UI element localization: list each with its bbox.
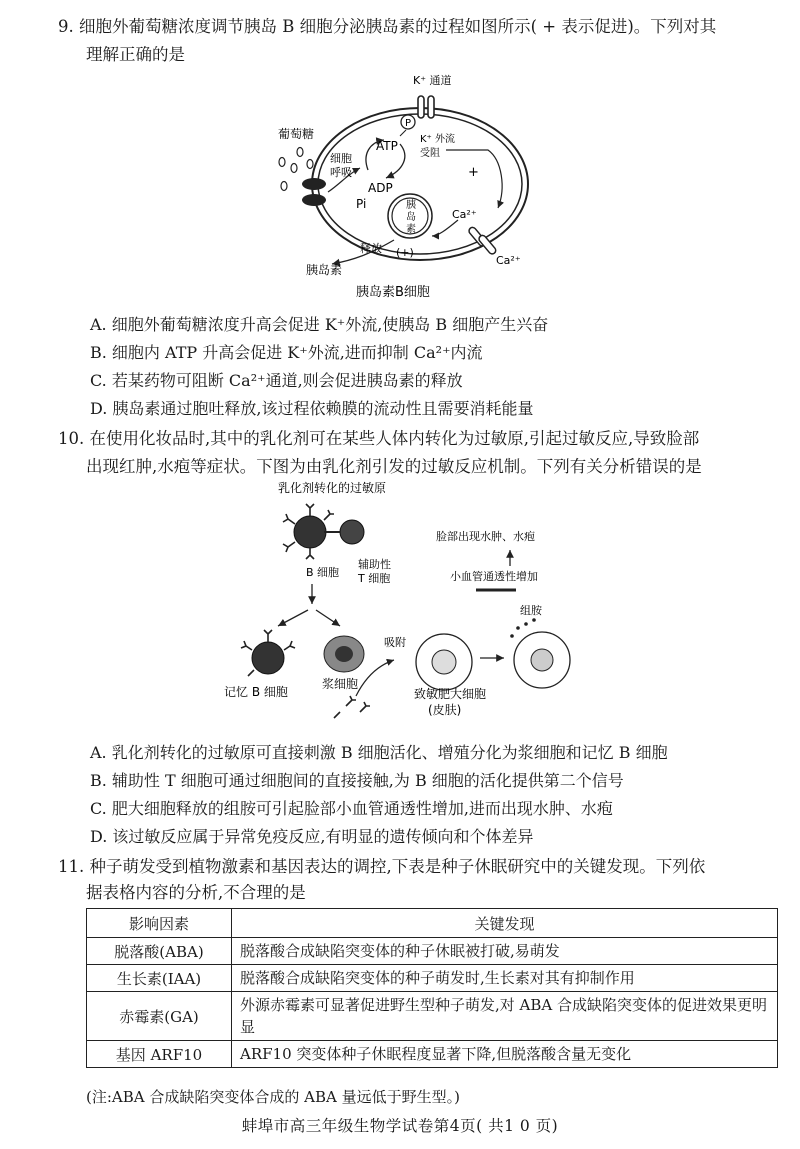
helper-t-label-1: 辅助性 — [358, 558, 391, 571]
respiration-label-1: 细胞 — [330, 152, 352, 165]
respiration-label-2: 呼吸 — [330, 166, 352, 179]
q9-number: 9. — [58, 17, 74, 36]
q9-option-b[interactable]: B. 细胞内 ATP 升高会促进 K⁺外流,进而抑制 Ca²⁺内流 — [90, 343, 483, 362]
q10-option-a[interactable]: A. 乳化剂转化的过敏原可直接刺激 B 细胞活化、增殖分化为浆细胞和记忆 B 细胞 — [90, 743, 668, 762]
pi-label: Pi — [356, 197, 367, 211]
q10-stem-line2: 出现红肿,水疱等症状。下图为由乳化剂引发的过敏反应机制。下列有关分析错误的是 — [86, 457, 702, 476]
q11-note: (注:ABA 合成缺陷突变体合成的 ABA 量远低于野生型。) — [86, 1088, 460, 1106]
memory-b-label: 记忆 B 细胞 — [224, 685, 288, 699]
q9-option-c[interactable]: C. 若某药物可阻断 Ca²⁺通道,则会促进胰岛素的释放 — [90, 371, 463, 390]
histamine-label: 组胺 — [520, 604, 542, 617]
helper-t-label-2: T 细胞 — [358, 572, 391, 585]
k-block-label-2: 受阻 — [420, 148, 440, 159]
table-row — [87, 992, 778, 1041]
table-row — [87, 938, 778, 965]
mast-skin-label: (皮肤) — [428, 703, 462, 717]
cell-caption: 胰岛素B细胞 — [356, 285, 430, 300]
atp-label: ATP — [376, 139, 398, 153]
q10-option-c[interactable]: C. 肥大细胞释放的组胺可引起脸部小血管通透性增加,进而出现水肿、水疱 — [90, 799, 613, 818]
adp-label: ADP — [368, 181, 393, 195]
row-finding: 脱落酸合成缺陷突变体的种子休眠被打破,易萌发 — [232, 938, 778, 965]
q9-option-d[interactable]: D. 胰岛素通过胞吐释放,该过程依赖膜的流动性且需要消耗能量 — [90, 399, 534, 418]
vessel-label: 小血管通透性增加 — [450, 570, 538, 583]
vesicle-label-3: 素 — [406, 224, 416, 235]
plus-sign-1: + — [468, 165, 479, 180]
table-header-row — [87, 909, 778, 938]
row-finding: ARF10 突变体种子休眠程度显著下降,但脱落酸含量无变化 — [232, 1041, 778, 1068]
q9-stem-text: 细胞外葡萄糖浓度调节胰岛 B 细胞分泌胰岛素的过程如图所示( + 表示促进)。下列对其 — [79, 17, 717, 36]
page-footer: 蚌埠市高三年级生物学试卷第4页( 共1 0 页) — [241, 1117, 559, 1135]
plasma-label: 浆细胞 — [322, 677, 359, 691]
q11-stem-line2: 据表格内容的分析,不合理的是 — [86, 883, 306, 902]
ca-inside-label: Ca²⁺ — [452, 208, 477, 221]
q10-diagram-allergy — [216, 480, 596, 726]
symptom-label: 脸部出现水肿、水疱 — [436, 530, 535, 543]
table-row — [87, 1041, 778, 1068]
allergen-label: 乳化剂转化的过敏原 — [278, 481, 387, 495]
q10-stem-text: 在使用化妆品时,其中的乳化剂可在某些人体内转化为过敏原,引起过敏反应,导致脸部 — [89, 429, 700, 448]
ca-outside-label: Ca²⁺ — [496, 254, 521, 267]
q9-diagram-cell — [270, 70, 540, 306]
row-factor: 赤霉素(GA) — [87, 992, 232, 1041]
header-factor: 影响因素 — [87, 909, 232, 938]
row-factor: 生长素(IAA) — [87, 965, 232, 992]
plus-sign-2: (+) — [396, 246, 414, 259]
row-finding: 脱落酸合成缺陷突变体的种子萌发时,生长素对其有抑制作用 — [232, 965, 778, 992]
table-row — [87, 965, 778, 992]
p-label: P — [404, 118, 412, 129]
k-channel-label: K⁺ 通道 — [413, 74, 452, 87]
q10-number: 10. — [58, 429, 85, 448]
k-block-label-1: K⁺ 外流 — [420, 134, 456, 145]
row-finding: 外源赤霉素可显著促进野生型种子萌发,对 ABA 合成缺陷突变体的促进效果更明显 — [232, 992, 778, 1041]
q9-stem-line1 — [58, 16, 716, 38]
q11-number: 11. — [58, 857, 85, 876]
q10-option-d[interactable]: D. 该过敏反应属于异常免疫反应,有明显的遗传倾向和个体差异 — [90, 827, 534, 846]
adsorb-label: 吸附 — [384, 636, 406, 649]
mast-cell-label: 致敏肥大细胞 — [414, 687, 487, 701]
q10-option-b[interactable]: B. 辅助性 T 细胞可通过细胞间的直接接触,为 B 细胞的活化提供第二个信号 — [90, 771, 624, 790]
q11-findings-table — [86, 908, 778, 1068]
q10-stem-line1 — [58, 428, 699, 450]
release-label: 释放 — [360, 242, 382, 255]
q9-option-a[interactable]: A. 细胞外葡萄糖浓度升高会促进 K⁺外流,使胰岛 B 细胞产生兴奋 — [90, 315, 549, 334]
q9-stem-line2: 理解正确的是 — [86, 45, 185, 64]
insulin-label: 胰岛素 — [306, 263, 343, 277]
q11-stem-line1 — [58, 856, 705, 878]
vesicle-label-2: 岛 — [406, 212, 416, 223]
header-finding: 关键发现 — [232, 909, 778, 938]
glucose-label: 葡萄糖 — [278, 127, 315, 141]
row-factor: 基因 ARF10 — [87, 1041, 232, 1068]
row-factor: 脱落酸(ABA) — [87, 938, 232, 965]
q11-stem-text: 种子萌发受到植物激素和基因表达的调控,下表是种子休眠研究中的关键发现。下列依 — [89, 857, 706, 876]
vesicle-label-1: 胰 — [406, 200, 416, 211]
b-cell-label: B 细胞 — [306, 566, 340, 579]
